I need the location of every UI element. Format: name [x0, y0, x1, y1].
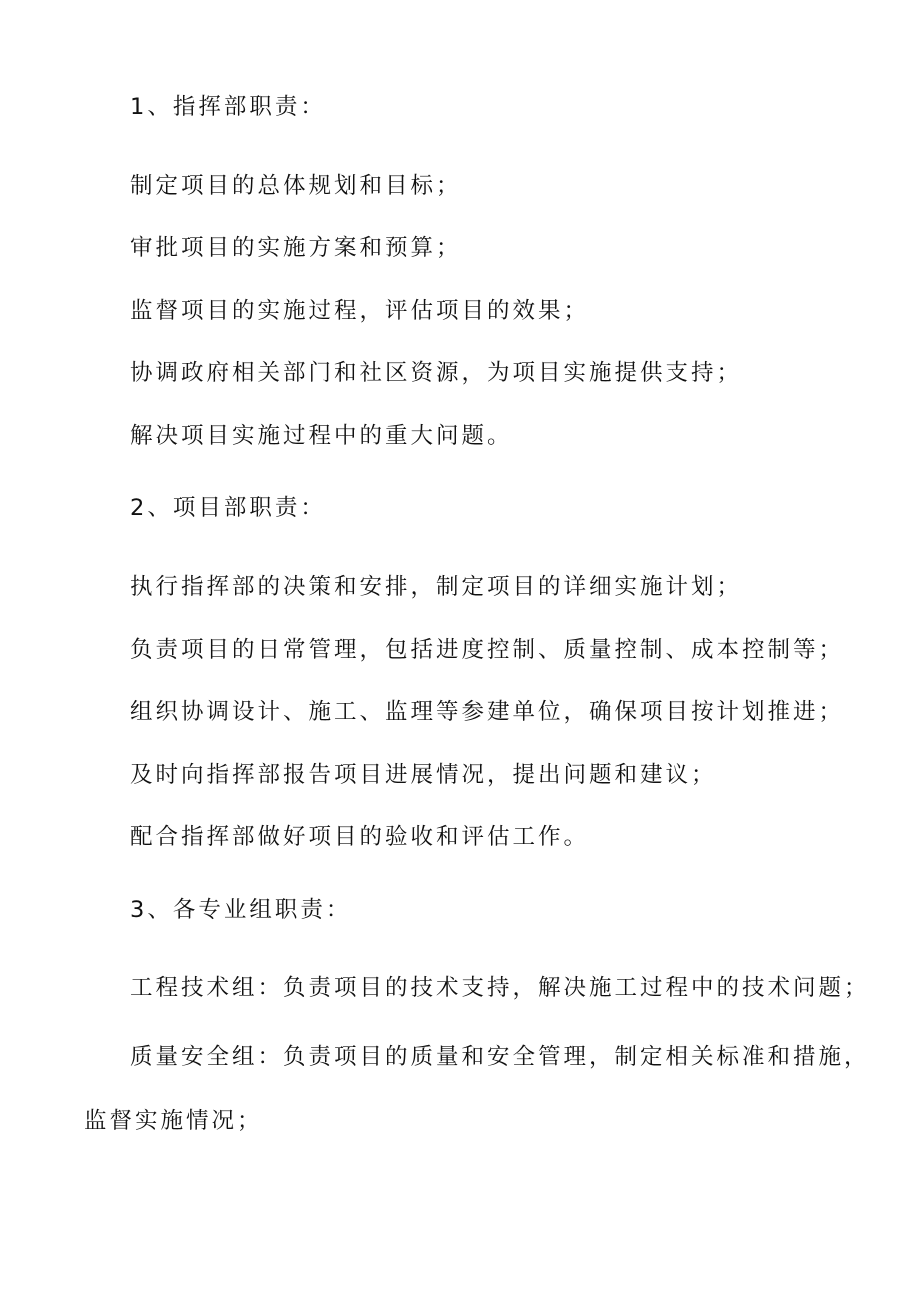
section-1-item-1: 制定项目的总体规划和目标；	[130, 173, 462, 199]
section-3-item-1: 工程技术组：负责项目的技术支持，解决施工过程中的技术问题；	[130, 975, 870, 1001]
section-2-item-4: 及时向指挥部报告项目进展情况，提出问题和建议；	[130, 762, 717, 788]
section-3-heading: 3、各专业组职责：	[130, 897, 352, 923]
section-1-item-5: 解决项目实施过程中的重大问题。	[130, 423, 513, 449]
section-1-item-3: 监督项目的实施过程，评估项目的效果；	[130, 298, 590, 324]
section-1-item-4: 协调政府相关部门和社区资源，为项目实施提供支持；	[130, 360, 743, 386]
section-2-heading: 2、项目部职责：	[130, 495, 326, 521]
section-1-item-2: 审批项目的实施方案和预算；	[130, 235, 462, 261]
section-3-item-2-continuation: 监督实施情况；	[84, 1108, 263, 1134]
section-3-item-2: 质量安全组：负责项目的质量和安全管理，制定相关标准和措施，	[130, 1044, 870, 1070]
section-2-item-3: 组织协调设计、施工、监理等参建单位，确保项目按计划推进；	[130, 699, 845, 725]
section-2-item-5: 配合指挥部做好项目的验收和评估工作。	[130, 824, 590, 850]
section-1-heading: 1、指挥部职责：	[130, 94, 326, 120]
section-2-item-1: 执行指挥部的决策和安排，制定项目的详细实施计划；	[130, 574, 743, 600]
section-2-item-2: 负责项目的日常管理，包括进度控制、质量控制、成本控制等；	[130, 637, 845, 663]
